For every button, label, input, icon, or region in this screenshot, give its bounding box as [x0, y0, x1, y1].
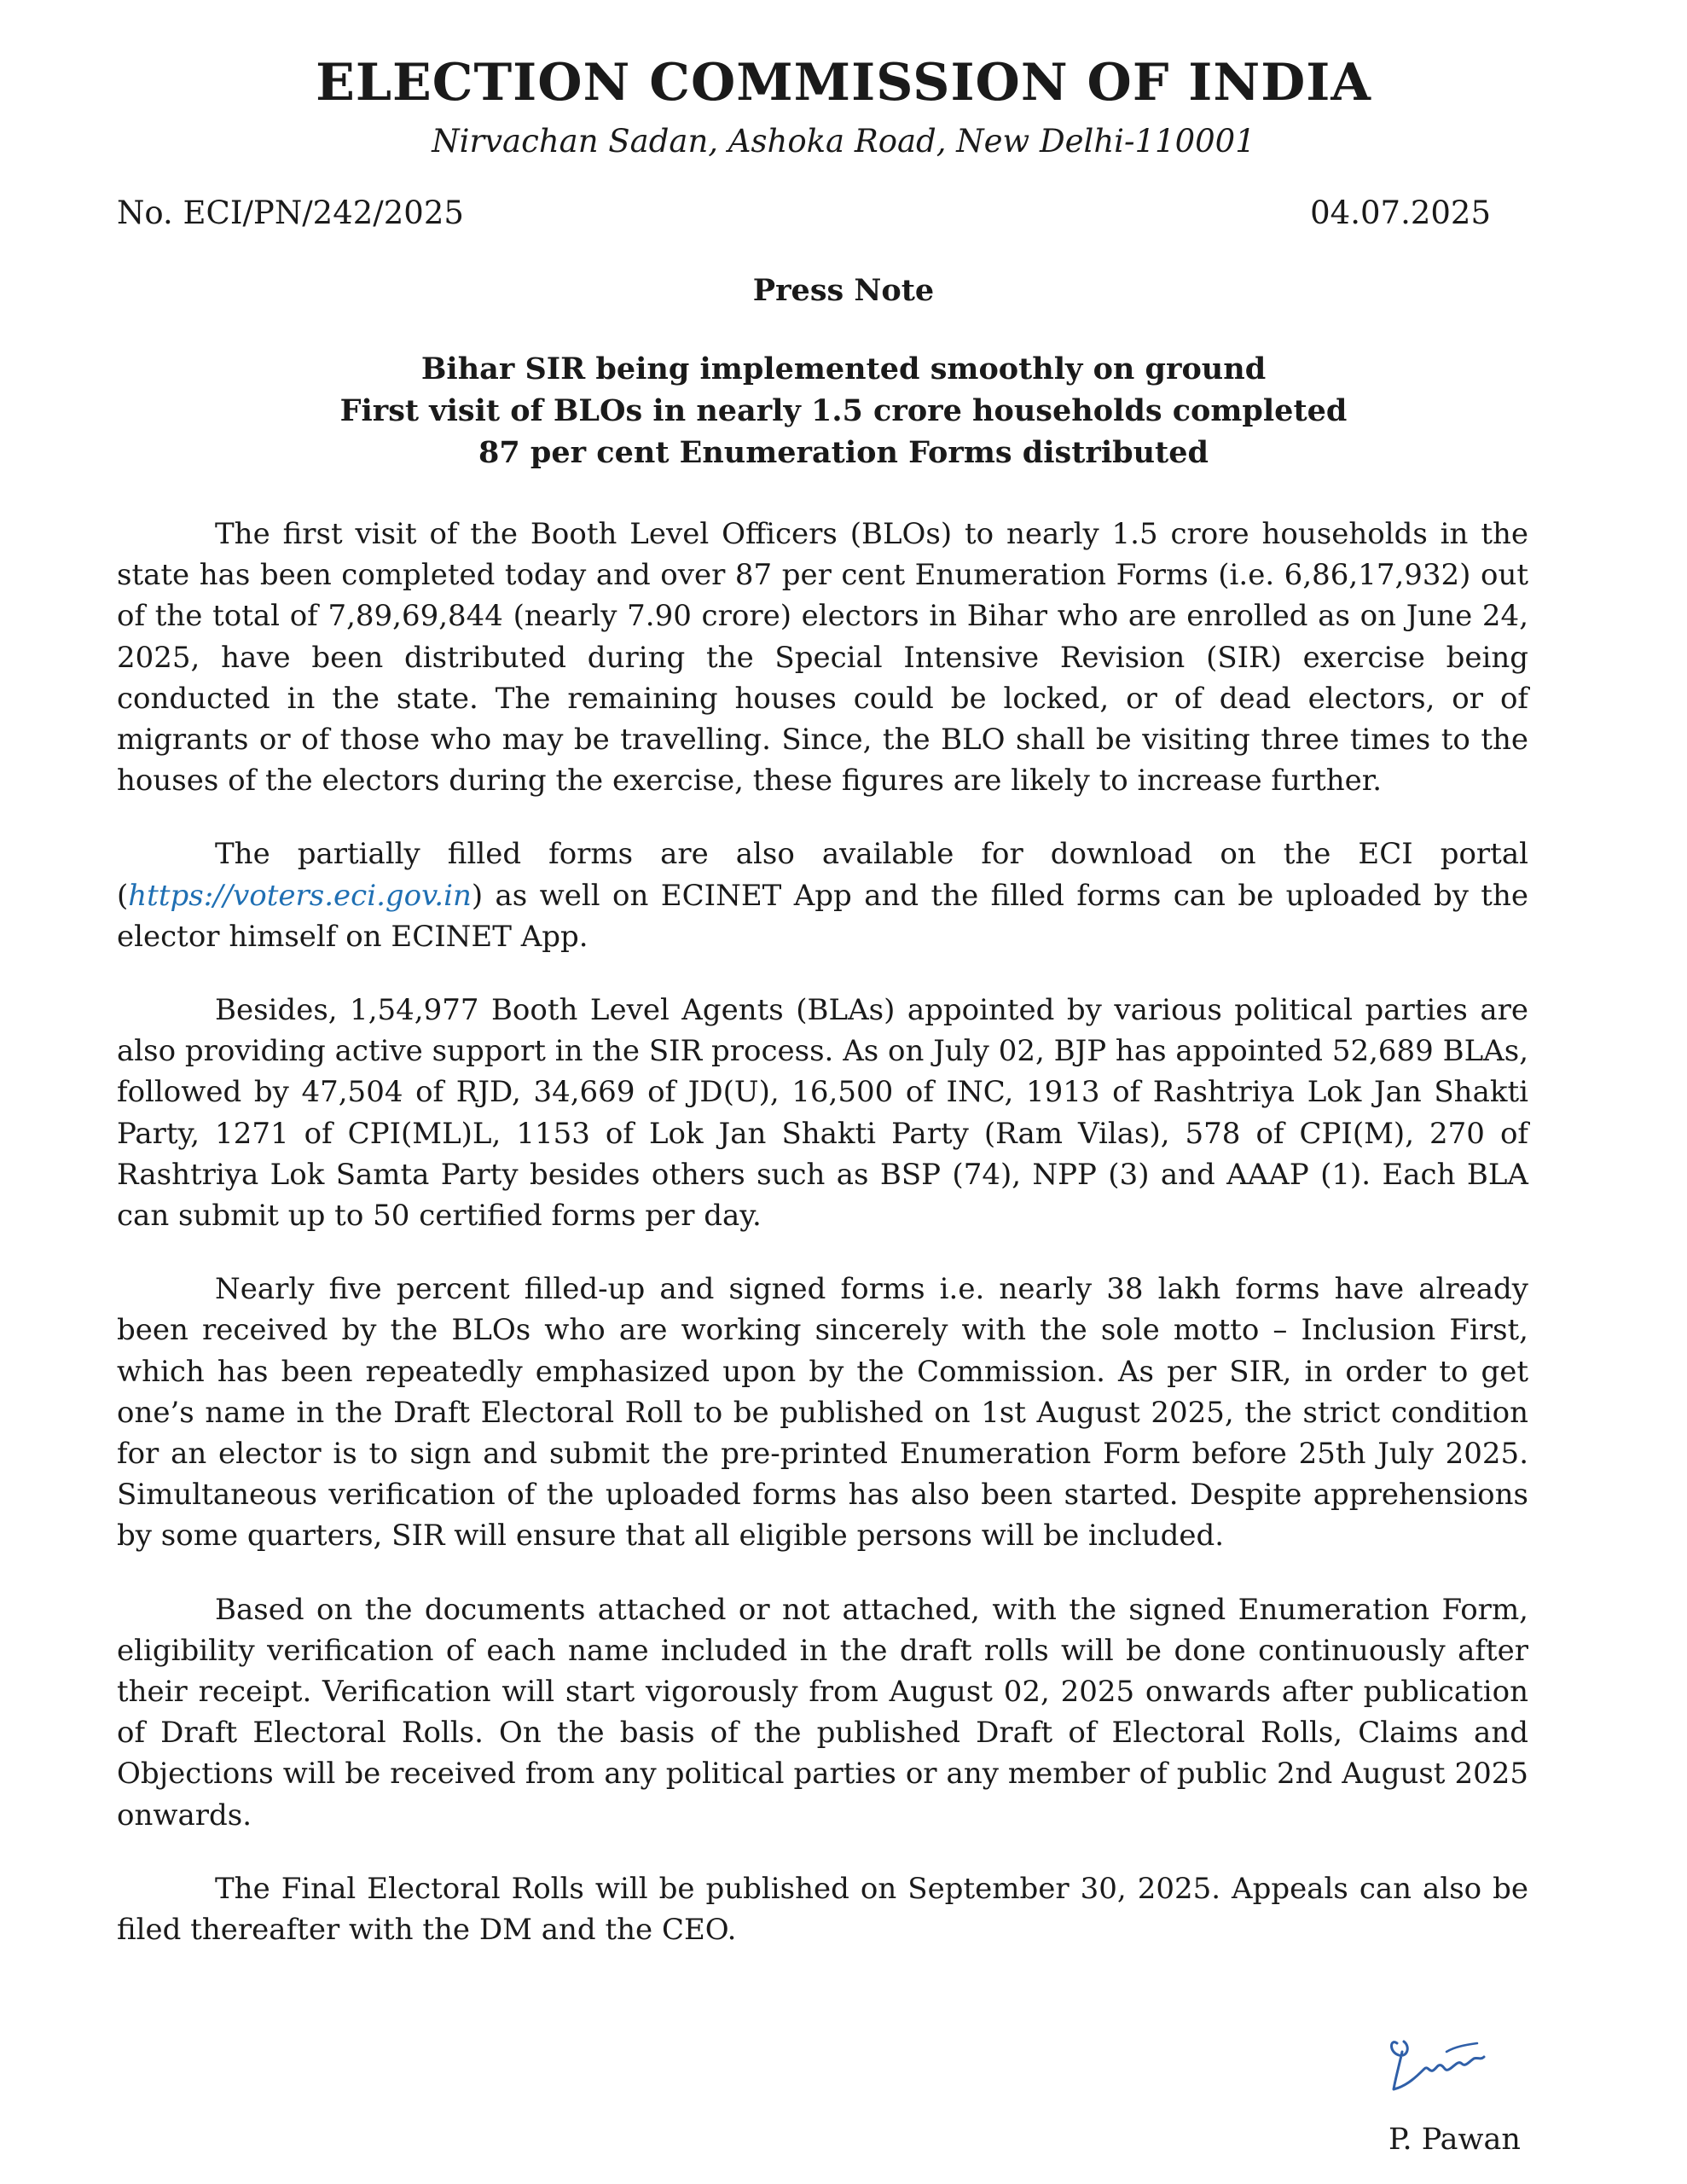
- organization-address: Nirvachan Sadan, Ashoka Road, New Delhi-110001: [432, 123, 1255, 160]
- paragraph-download-forms-text-after: ) as well on ECINET App and the filled forms can be uploaded by the elector himself on ECINET App.: [117, 878, 1528, 954]
- eci-portal-link[interactable]: https://voters.eci.gov.in: [128, 878, 472, 913]
- paragraph-blo-visit: The first visit of the Booth Level Officers (BLOs) to nearly 1.5 crore households in the state has been completed today and over 87 per cent Enumeration Forms (i.e. 6,86,17,932) out of the total of 7,89,69,844 (nearly 7.90 crore) electors in Bihar who are enrolled as on June 24, 2025, have been distributed during the Special Intensive Revision (SIR) exercise being conducted in the state. The remaining houses could be locked, or of dead electors, or of migrants or of those who may be travelling. Since, the BLO shall be visiting three times to the houses of the electors during the exercise, these figures are likely to increase further.: [117, 517, 1528, 799]
- press-note-label: Press Note: [752, 273, 935, 308]
- signatory-name: P. Pawan: [1388, 2123, 1521, 2157]
- headline-line-3: 87 per cent Enumeration Forms distributed: [478, 435, 1209, 470]
- paragraph-download-forms-text-before: The partially filled forms are also available for download on the ECI portal (: [117, 837, 1528, 913]
- reference-row: [117, 195, 1491, 231]
- headline: [0, 348, 1687, 473]
- press-note-body: [117, 514, 1528, 1983]
- paragraph-forms-received: Nearly five percent filled-up and signed forms i.e. nearly 38 lakh forms have already been received by the BLOs who are working sincerely with the sole motto – Inclusion First, which has been repeatedly emphasized upon by the Commission. As per SIR, in order to get one’s name in the Draft Electoral Roll to be published on 1st August 2025, the strict condition for an elector is to sign and submit the pre-printed Enumeration Form before 25th July 2025. Simultaneous verification of the uploaded forms has also been started. Despite apprehensions by some quarters, SIR will ensure that all eligible persons will be included.: [117, 1272, 1528, 1554]
- headline-line-1: Bihar SIR being implemented smoothly on ground: [420, 351, 1267, 386]
- paragraph-download-forms: [117, 834, 1528, 957]
- paragraph-verification: Based on the documents attached or not attached, with the signed Enumeration Form, eligibility verification of each name included in the draft rolls will be done continuously after their receipt. Verification will start vigorously from August 02, 2025 onwards after publication of Draft Electoral Rolls. On the basis of the published Draft of Electoral Rolls, Claims and Objections will be received from any political parties or any member of public 2nd August 2025 onwards.: [117, 1592, 1528, 1833]
- paragraph-final-rolls: The Final Electoral Rolls will be published on September 30, 2025. Appeals can also be filed thereafter with the DM and the CEO.: [117, 1871, 1528, 1948]
- handwritten-signature: [1373, 2026, 1501, 2103]
- organization-title: ELECTION COMMISSION OF INDIA: [316, 53, 1371, 113]
- issue-date: 04.07.2025: [1310, 195, 1491, 231]
- reference-number: No. ECI/PN/242/2025: [117, 195, 464, 231]
- headline-line-2: First visit of BLOs in nearly 1.5 crore households completed: [339, 393, 1348, 428]
- paragraph-bla-support: Besides, 1,54,977 Booth Level Agents (BLAs) appointed by various political parties are also providing active support in the SIR process. As on July 02, BJP has appointed 52,689 BLAs, followed by 47,504 of RJD, 34,669 of JD(U), 16,500 of INC, 1913 of Rashtriya Lok Jan Shakti Party, 1271 of CPI(ML)L, 1153 of Lok Jan Shakti Party (Ram Vilas), 578 of CPI(M), 270 of Rashtriya Lok Samta Party besides others such as BSP (74), NPP (3) and AAAP (1). Each BLA can submit up to 50 certified forms per day.: [117, 993, 1528, 1234]
